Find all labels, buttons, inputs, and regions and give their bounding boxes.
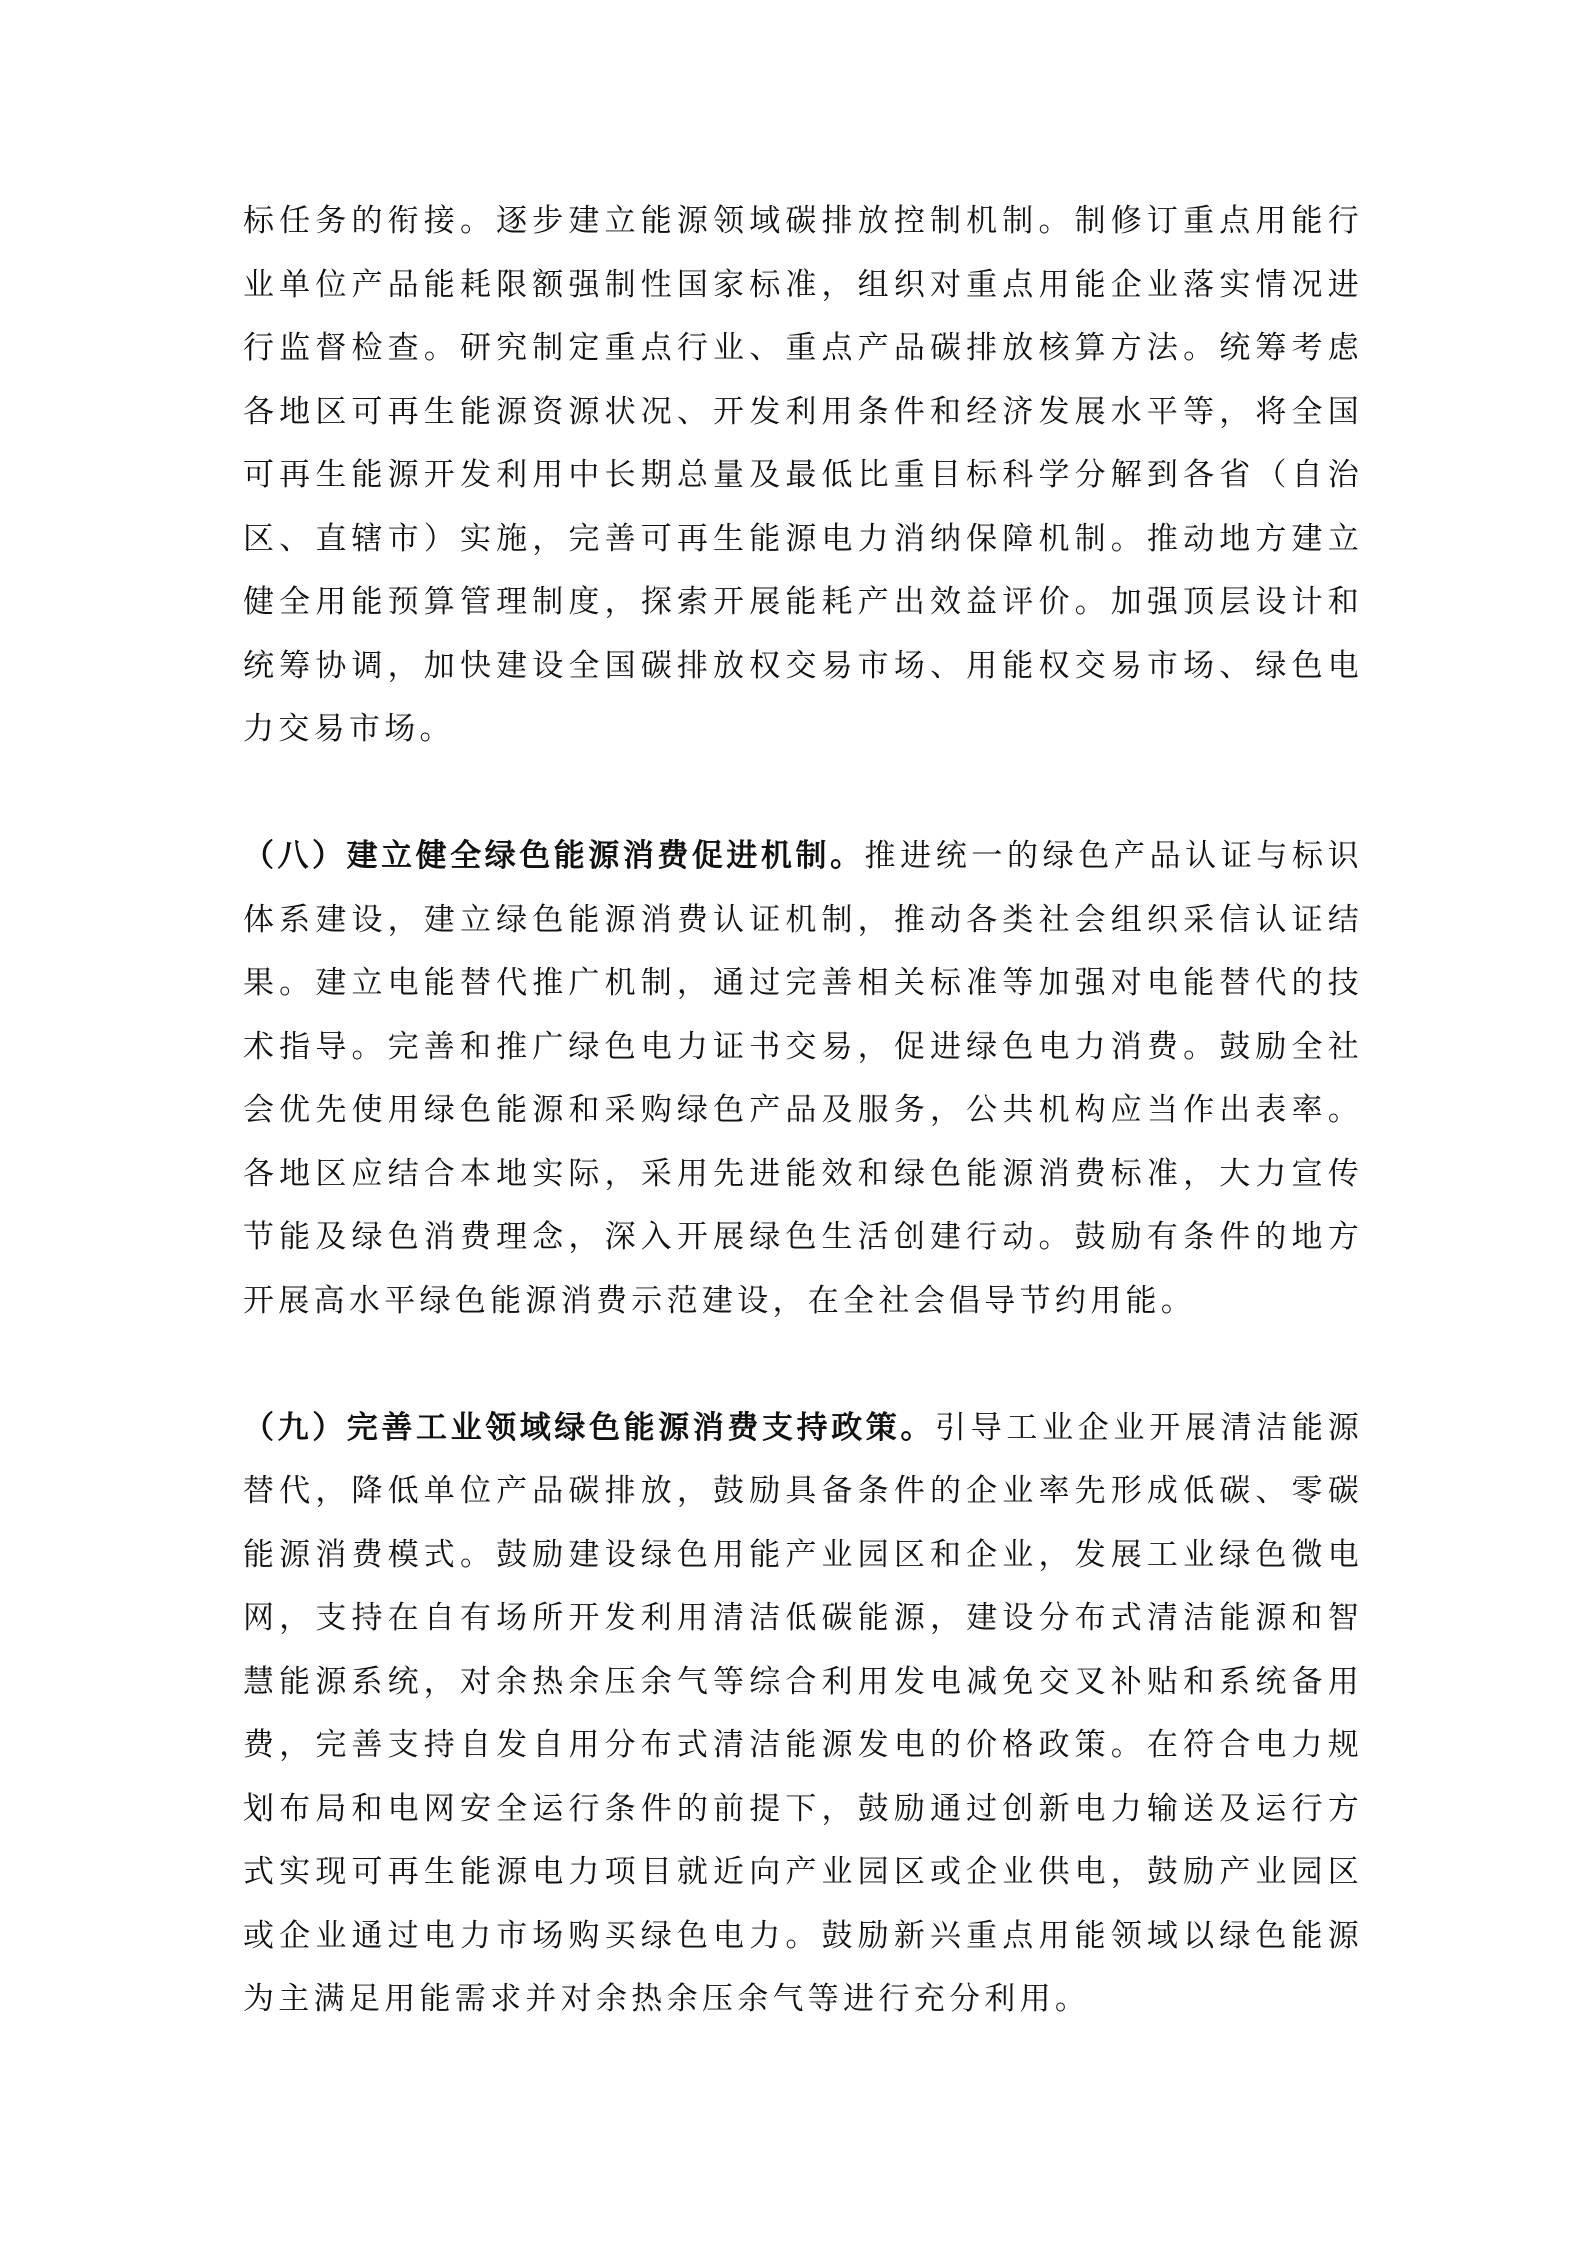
section-heading-nine: （九）完善工业领域绿色能源消费支持政策。 <box>243 1409 935 1446</box>
paragraph-carbon-control <box>243 190 1363 762</box>
document-body <box>243 190 1363 2032</box>
paragraph-green-consumption-mechanism <box>243 825 1363 1333</box>
section-heading-eight: （八）建立健全绿色能源消费促进机制。 <box>243 838 865 874</box>
paragraph-industrial-policy <box>243 1397 1363 2032</box>
paragraph-text: 标任务的衔接。逐步建立能源领域碳排放控制机制。制修订重点用能行业单位产品能耗限额强制性国家标准，组织对重点用能企业落实情况进行监督检查。研究制定重点行业、重点产品碳排放核算方法。统筹考虑各地区可再生能源资源状况、开发利用条件和经济发展水平等，将全国可再生能源开发利用中长期总量及最低比重目标科学分解到各省（自治区、直辖市）实施，完善可再生能源电力消纳保障机制。推动地方建立健全用能预算管理制度，探索开展能耗产出效益评价。加强顶层设计和统筹协调，加快建设全国碳排放权交易市场、用能权交易市场、绿色电力交易市场。 <box>243 203 1363 747</box>
paragraph-text: 引导工业企业开展清洁能源替代，降低单位产品碳排放，鼓励具备条件的企业率先形成低碳、零碳能源消费模式。鼓励建设绿色用能产业园区和企业，发展工业绿色微电网，支持在自有场所开发利用清洁低碳能源，建设分布式清洁能源和智慧能源系统，对余热余压余气等综合利用发电减免交叉补贴和系统备用费，完善支持自发自用分布式清洁能源发电的价格政策。在符合电力规划布局和电网安全运行条件的前提下，鼓励通过创新电力输送及运行方式实现可再生能源电力项目就近向产业园区或企业供电，鼓励产业园区或企业通过电力市场购买绿色电力。鼓励新兴重点用能领域以绿色能源为主满足用能需求并对余热余压余气等进行充分利用。 <box>243 1409 1363 2017</box>
paragraph-text: 推进统一的绿色产品认证与标识体系建设，建立绿色能源消费认证机制，推动各类社会组织采信认证结果。建立电能替代推广机制，通过完善相关标准等加强对电能替代的技术指导。完善和推广绿色电力证书交易，促进绿色电力消费。鼓励全社会优先使用绿色能源和采购绿色产品及服务，公共机构应当作出表率。各地区应结合本地实际，采用先进能效和绿色能源消费标准，大力宣传节能及绿色消费理念，深入开展绿色生活创建行动。鼓励有条件的地方开展高水平绿色能源消费示范建设，在全社会倡导节约用能。 <box>243 838 1363 1319</box>
